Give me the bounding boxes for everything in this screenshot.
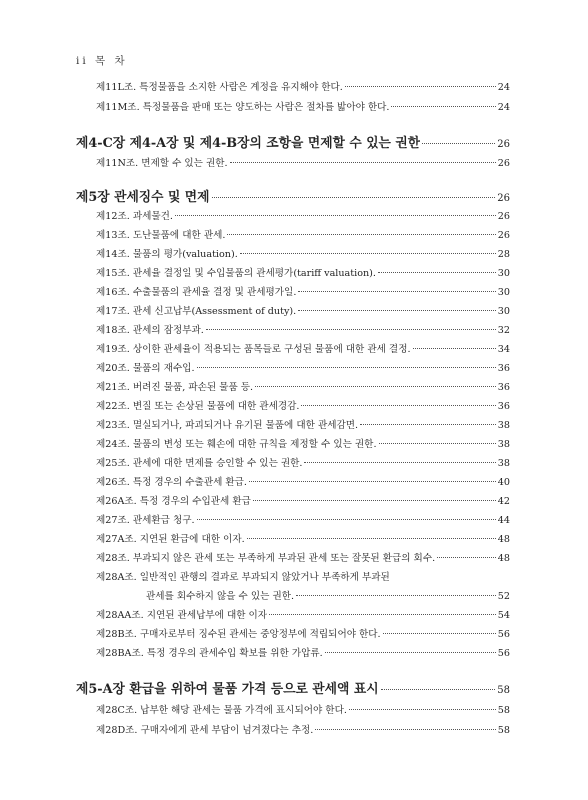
toc-entry-title: 제26A조. 특정 경우의 수입관세 환급	[96, 496, 251, 507]
dot-leader	[383, 633, 496, 634]
toc-section-row	[96, 438, 510, 452]
toc-page-number: 38	[497, 420, 510, 431]
dot-leader	[301, 405, 495, 406]
toc-page-number: 36	[497, 363, 510, 374]
toc-entry-title: 제15조. 관세율 결정일 및 수입물품의 관세평가(tariff valuation).	[96, 268, 376, 279]
toc-entry-title: 제19조. 상이한 관세율이 적용되는 품목들로 구성된 물품에 대한 관세 결정.	[96, 344, 411, 355]
dot-leader	[315, 729, 495, 730]
toc-entry-title: 제24조. 물품의 변성 또는 훼손에 대한 규칙을 제정할 수 있는 권한.	[96, 439, 377, 450]
toc-entry-title: 제23조. 멸실되거나, 파괴되거나 유기된 물품에 대한 관세감면.	[96, 420, 359, 431]
toc-entry-title: 제11N조. 면제할 수 있는 권한.	[96, 158, 228, 169]
toc-entry-title: 제25조. 관세에 대한 면제를 승인할 수 있는 권한.	[96, 458, 303, 469]
toc-page-number: 56	[497, 629, 510, 640]
toc-page-number: 56	[497, 648, 510, 659]
dot-leader	[230, 162, 496, 163]
toc-entry-title: 제27A조. 지연된 환급에 대한 이자.	[96, 534, 245, 545]
toc-section-row	[96, 157, 510, 171]
toc-page-number: 38	[497, 439, 510, 450]
toc-section-row	[96, 647, 510, 661]
dot-leader	[345, 86, 496, 87]
dot-leader	[413, 348, 496, 349]
dot-leader	[325, 652, 496, 653]
dot-leader	[197, 367, 496, 368]
toc-entry-title: 제17조. 관세 신고납부(Assessment of duty).	[96, 306, 297, 317]
toc-page-number: 30	[497, 306, 510, 317]
toc-page-number: 26	[497, 193, 510, 204]
toc-entry-title: 제22조. 변질 또는 손상된 물품에 대한 관세경감.	[96, 401, 300, 412]
toc-page-number: 58	[497, 705, 510, 716]
toc-entry-title: 제12조. 과세물건.	[96, 211, 173, 222]
toc-section-row	[96, 400, 510, 414]
toc-page-number: 30	[497, 287, 510, 298]
toc-page-number: 26	[497, 158, 510, 169]
toc-section-row	[96, 101, 510, 115]
toc-page-number: 48	[497, 534, 510, 545]
toc-page-number: 26	[497, 139, 510, 150]
dot-leader	[212, 197, 496, 198]
toc-page-number: 28	[497, 249, 510, 260]
toc-entry-title: 제14조. 물품의 평가(valuation).	[96, 249, 238, 260]
toc-page-number: 44	[497, 515, 510, 526]
toc-section-row	[96, 419, 510, 433]
toc-section-row	[96, 495, 510, 509]
toc-entry-title: 제20조. 물품의 재수입.	[96, 363, 195, 374]
toc-section-row	[96, 552, 510, 566]
running-head: ii 목 차	[76, 55, 128, 67]
dot-leader	[360, 424, 496, 425]
toc-section-row	[96, 305, 510, 319]
toc-section-row	[96, 533, 510, 547]
toc-entry-title: 제11L조. 특정물품을 소지한 사람은 계정을 유지해야 한다.	[96, 82, 343, 93]
toc-entry-title: 제28D조. 구매자에게 관세 부담이 넘겨졌다는 추정.	[96, 725, 314, 736]
toc-entry-title: 제4-C장 제4-A장 및 제4-B장의 조항을 면제할 수 있는 권한	[76, 136, 421, 151]
toc-chapter-row	[76, 135, 510, 154]
toc-page-number: 24	[497, 102, 510, 113]
toc-section-row	[96, 514, 510, 528]
toc-entry-title: 제13조. 도난물품에 대한 관세.	[96, 230, 226, 241]
toc-entry-title: 제18조. 관세의 잠정부과.	[96, 325, 204, 336]
toc-section-row	[96, 724, 510, 738]
toc-section-row	[96, 229, 510, 243]
dot-leader	[253, 500, 496, 501]
toc-page-number: 54	[497, 610, 510, 621]
dot-leader	[298, 310, 496, 311]
dot-leader	[240, 253, 496, 254]
dot-leader	[255, 386, 496, 387]
toc-page-number: 38	[497, 458, 510, 469]
dot-leader	[247, 538, 496, 539]
dot-leader	[391, 106, 495, 107]
dot-leader	[349, 709, 496, 710]
dot-leader	[422, 143, 495, 144]
toc-section-row	[96, 609, 510, 623]
toc-entry-title: 제28BA조. 특정 경우의 관세수입 확보를 위한 가압류.	[96, 648, 323, 659]
toc-entry-title: 제26조. 특정 경우의 수출관세 환급.	[96, 477, 247, 488]
toc-section-row	[96, 628, 510, 642]
dot-leader	[197, 519, 496, 520]
toc-page-number: 48	[497, 553, 510, 564]
toc-page-number: 34	[497, 344, 510, 355]
dot-leader	[296, 595, 496, 596]
toc-section-row	[96, 457, 510, 471]
toc-page-number: 52	[497, 591, 510, 602]
toc-section-row	[96, 343, 510, 357]
dot-leader	[227, 234, 495, 235]
dot-leader	[379, 443, 496, 444]
dot-leader	[269, 614, 496, 615]
toc-page-number: 40	[497, 477, 510, 488]
toc-section-row	[96, 324, 510, 338]
toc-section-row	[96, 248, 510, 262]
toc-page-number: 30	[497, 268, 510, 279]
dot-leader	[298, 291, 495, 292]
toc-entry-title: 제5장 관세징수 및 면제	[76, 190, 210, 205]
toc-entry-title: 제5-A장 환급을 위하여 물품 가격 등으로 관세액 표시	[76, 682, 379, 697]
toc-page-number: 36	[497, 401, 510, 412]
toc-section-row	[96, 704, 510, 718]
toc-chapter-row	[76, 189, 510, 208]
dot-leader	[378, 272, 496, 273]
toc-section-row	[96, 476, 510, 490]
toc-section-row	[146, 590, 510, 604]
toc-entry-title: 제28조. 부과되지 않은 관세 또는 부족하게 부과된 관세 또는 잘못된 환급의 회수.	[96, 553, 436, 564]
toc-section-row	[96, 286, 510, 300]
dot-leader	[175, 215, 496, 216]
toc-entry-title: 제27조. 관세환급 청구.	[96, 515, 195, 526]
toc-page-number: 24	[497, 82, 510, 93]
toc-page-number: 32	[497, 325, 510, 336]
toc-page-number: 36	[497, 382, 510, 393]
toc-section-row	[96, 267, 510, 281]
toc-entry-title: 제21조. 버려진 물품, 파손된 물품 등.	[96, 382, 254, 393]
toc-section-row	[96, 571, 510, 585]
toc-chapter-row	[76, 681, 510, 700]
toc-page-number: 58	[497, 725, 510, 736]
toc-entry-title: 제28B조. 구매자로부터 징수된 관세는 중앙정부에 적립되어야 한다.	[96, 629, 381, 640]
toc-page-number: 42	[497, 496, 510, 507]
dot-leader	[206, 329, 496, 330]
toc-section-row	[96, 362, 510, 376]
dot-leader	[249, 481, 496, 482]
dot-leader	[437, 557, 496, 558]
toc-section-row	[96, 81, 510, 95]
toc-entry-title: 제28AA조. 지연된 관세납부에 대한 이자	[96, 610, 268, 621]
toc-page-number: 58	[497, 685, 510, 696]
toc-section-row	[96, 381, 510, 395]
toc-entry-title: 제16조. 수출물품의 관세율 결정 및 관세평가일.	[96, 287, 297, 298]
toc-page-number: 26	[497, 211, 510, 222]
toc-entry-title: 제11M조. 특정물품을 판매 또는 양도하는 사람은 절차를 밟아야 한다.	[96, 102, 390, 113]
toc-entry-title: 제28A조. 일반적인 관행의 결과로 부과되지 않았거나 부족하게 부과된	[96, 572, 390, 583]
toc-section-row	[96, 210, 510, 224]
dot-leader	[381, 689, 496, 690]
dot-leader	[304, 462, 495, 463]
toc-entry-title: 관세를 회수하지 않을 수 있는 권한.	[146, 591, 295, 602]
toc-entry-title: 제28C조. 납부한 해당 관세는 물품 가격에 표시되어야 한다.	[96, 705, 347, 716]
toc-page-number: 26	[497, 230, 510, 241]
